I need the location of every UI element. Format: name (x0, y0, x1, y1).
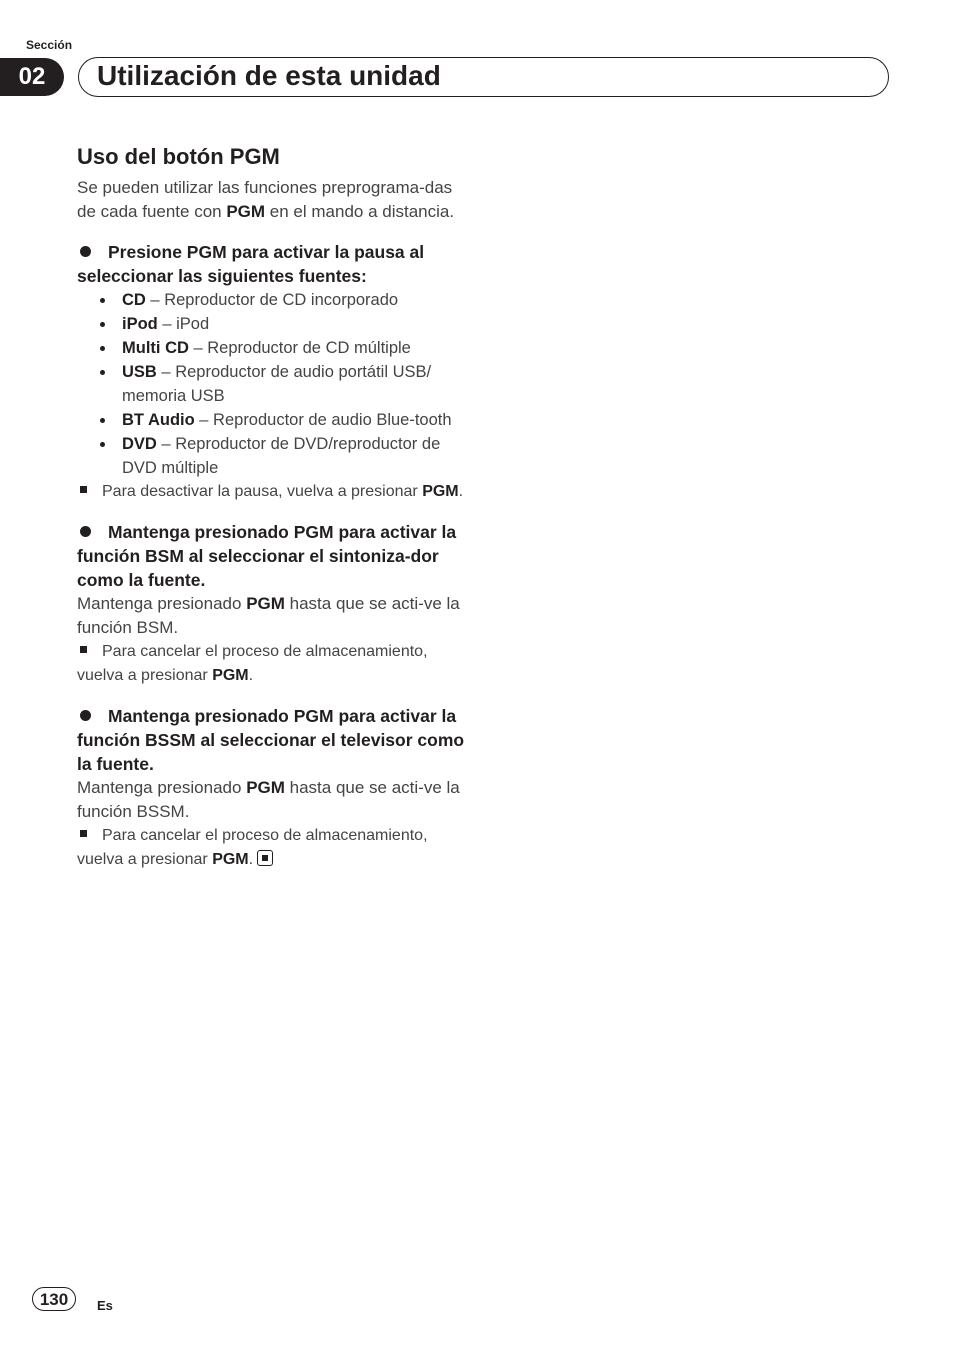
source-desc: – Reproductor de DVD/reproductor de DVD múltiple (122, 435, 441, 477)
body-text-end: hasta que se acti-ve la función BSSM. (77, 778, 460, 821)
step-1-text: Presione PGM para activar la pausa al seleccionar las siguientes fuentes: (77, 242, 425, 286)
step-3 (77, 704, 469, 776)
step-bullet-icon (80, 246, 91, 257)
language-code: Es (97, 1298, 113, 1313)
source-desc: – Reproductor de CD múltiple (188, 339, 411, 357)
content-column (77, 140, 469, 872)
body-pgm-label: PGM (246, 594, 285, 613)
note-text-end: . (248, 851, 254, 868)
intro-pgm-label: PGM (226, 202, 266, 221)
body-text: Mantenga presionado (77, 778, 247, 797)
step-2-text: Mantenga presionado PGM para activar la función BSM al seleccionar el sintoniza-dor como la fuente. (77, 522, 457, 590)
source-list (77, 288, 469, 480)
source-name: DVD (122, 435, 157, 453)
intro-text: Se pueden utilizar las funciones preprograma-das de cada fuente con (77, 178, 453, 221)
note-pgm-label: PGM (212, 667, 249, 684)
step-1-note (77, 480, 469, 504)
section-heading: Uso del botón PGM (77, 144, 280, 169)
step-2-note (77, 640, 469, 688)
note-pgm-label: PGM (422, 483, 459, 500)
list-item (77, 336, 469, 360)
step-3-body (77, 776, 469, 824)
step-2 (77, 520, 469, 592)
note-square-icon (80, 486, 87, 493)
section-number-badge: 02 (0, 58, 64, 96)
body-pgm-label: PGM (246, 778, 285, 797)
source-desc: – Reproductor de CD incorporado (145, 291, 399, 309)
note-text: Para desactivar la pausa, vuelva a presionar (102, 483, 423, 500)
intro-paragraph (77, 176, 469, 224)
step-bullet-icon (80, 526, 91, 537)
step-1 (77, 240, 469, 288)
source-name: USB (122, 363, 157, 381)
list-item (77, 360, 469, 408)
source-name: BT Audio (122, 411, 195, 429)
end-of-section-icon (257, 850, 273, 866)
list-item (77, 312, 469, 336)
note-square-icon (80, 830, 87, 837)
source-desc: – Reproductor de audio portátil USB/ memoria USB (122, 363, 432, 405)
source-name: Multi CD (122, 339, 189, 357)
list-item (77, 432, 469, 480)
step-2-body (77, 592, 469, 640)
list-item (77, 408, 469, 432)
page-number: 130 (32, 1287, 76, 1311)
body-text: Mantenga presionado (77, 594, 247, 613)
source-desc: – iPod (157, 315, 210, 333)
intro-text-end: en el mando a distancia. (265, 202, 455, 221)
source-name: CD (122, 291, 146, 309)
note-pgm-label: PGM (212, 851, 249, 868)
step-3-note (77, 824, 469, 872)
step-3-text: Mantenga presionado PGM para activar la función BSSM al seleccionar el televisor como la fuente. (77, 706, 465, 774)
source-name: iPod (122, 315, 158, 333)
source-desc: – Reproductor de audio Blue-tooth (194, 411, 452, 429)
chapter-title: Utilización de esta unidad (97, 60, 441, 91)
note-text: Para cancelar el proceso de almacenamiento, vuelva a presionar (77, 827, 428, 868)
list-item (77, 288, 469, 312)
section-label: Sección (26, 38, 73, 52)
note-square-icon (80, 646, 87, 653)
note-text-end: . (248, 667, 254, 684)
note-text-end: . (458, 483, 464, 500)
body-text-end: hasta que se acti-ve la función BSM. (77, 594, 460, 637)
note-text: Para cancelar el proceso de almacenamiento, vuelva a presionar (77, 643, 428, 684)
step-bullet-icon (80, 710, 91, 721)
